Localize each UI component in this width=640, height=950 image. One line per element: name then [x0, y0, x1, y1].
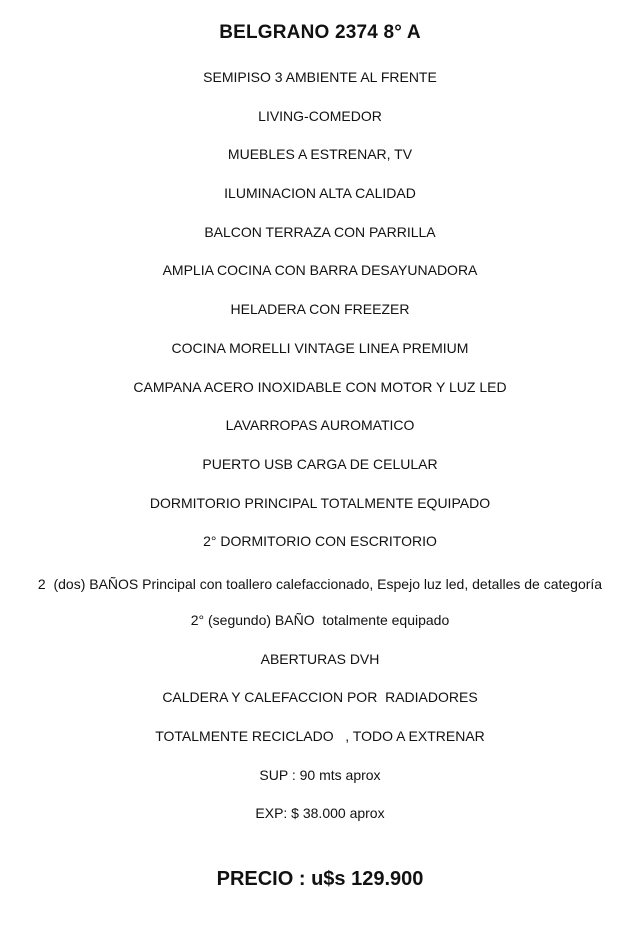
- feature-item: TOTALMENTE RECICLADO , TODO A EXTRENAR: [155, 728, 485, 744]
- feature-item: ABERTURAS DVH: [260, 650, 380, 667]
- feature-item: AMPLIA COCINA CON BARRA DESAYUNADORA: [162, 262, 478, 279]
- feature-item: SEMIPISO 3 AMBIENTE AL FRENTE: [203, 69, 437, 85]
- feature-item-expenses: EXP: $ 38.000 aprox: [255, 805, 385, 822]
- feature-item: CAMPANA ACERO INOXIDABLE CON MOTOR Y LUZ LED: [133, 378, 507, 395]
- feature-item: LAVARROPAS AUROMATICO: [225, 417, 415, 434]
- feature-item: 2° DORMITORIO CON ESCRITORIO: [203, 533, 437, 550]
- feature-item: ILUMINACION ALTA CALIDAD: [224, 185, 416, 202]
- feature-item: 2° (segundo) BAÑO totalmente equipado: [190, 611, 450, 628]
- feature-item: LIVING-COMEDOR: [258, 107, 382, 124]
- listing-price: PRECIO : u$s 129.900: [216, 868, 424, 890]
- feature-item: BALCON TERRAZA CON PARRILLA: [204, 223, 436, 240]
- feature-item: DORMITORIO PRINCIPAL TOTALMENTE EQUIPADO: [149, 494, 491, 511]
- feature-item: CALDERA Y CALEFACCION POR RADIADORES: [162, 689, 478, 706]
- feature-item: HELADERA CON FREEZER: [230, 301, 410, 318]
- feature-item: COCINA MORELLI VINTAGE LINEA PREMIUM: [171, 339, 469, 356]
- feature-list: [20, 68, 620, 843]
- feature-item: PUERTO USB CARGA DE CELULAR: [202, 455, 438, 472]
- feature-item: MUEBLES A ESTRENAR, TV: [227, 146, 413, 163]
- feature-item-bathrooms: 2 (dos) BAÑOS Principal con toallero calefaccionado, Espejo luz led, detalles de categoría: [37, 575, 603, 592]
- feature-item-surface: SUP : 90 mts aprox: [259, 766, 381, 783]
- listing-title: BELGRANO 2374 8° A: [219, 22, 421, 43]
